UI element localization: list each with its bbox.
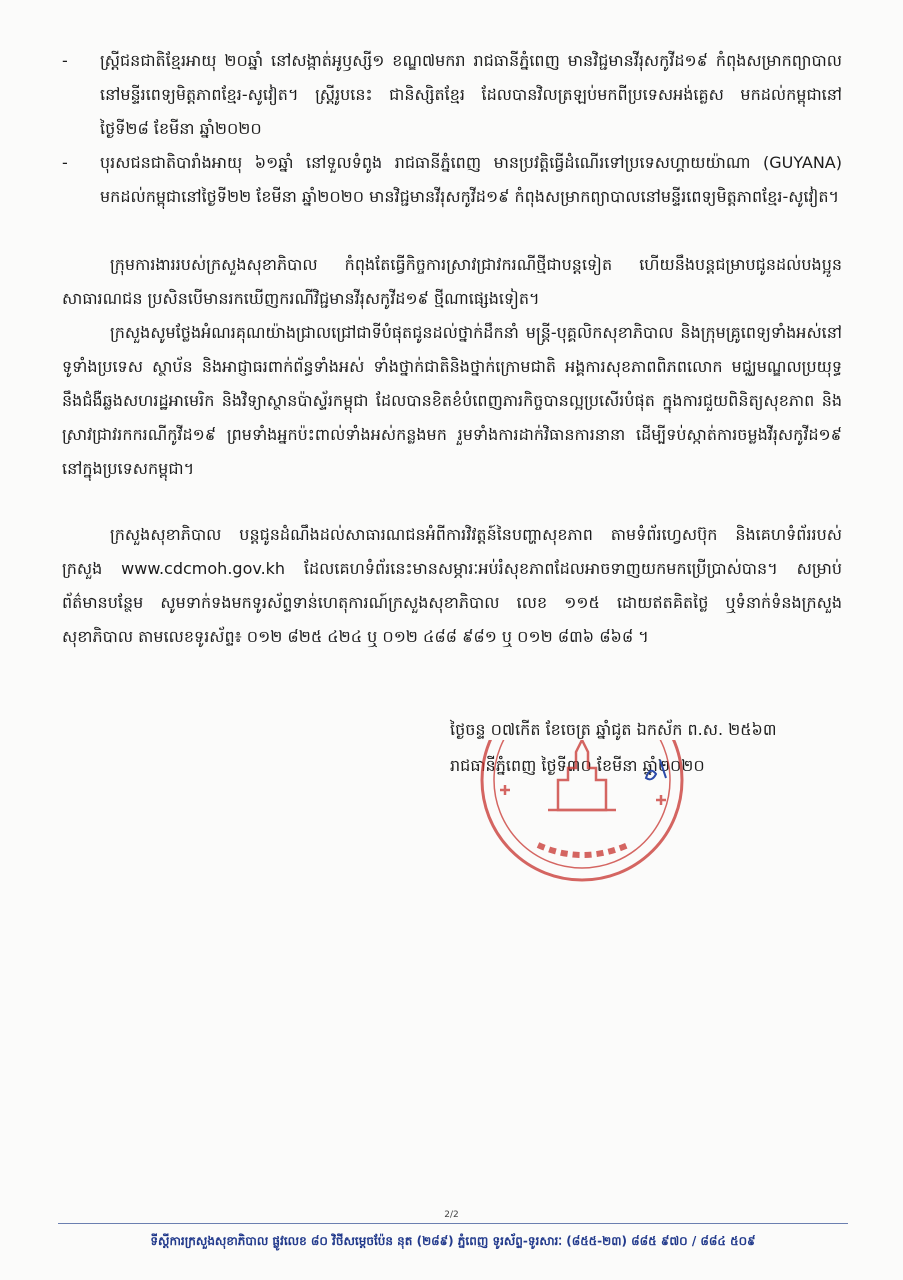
paragraph-contact: ក្រសួងសុខាភិបាល បន្តជូនដំណឹងដល់សាធារណជនអំពីការវិវត្តន៍នៃបញ្ហាសុខភាព តាមទំព័រហ្វេសប៊ុក និងគេហទំព័ររបស់ក្រសួង www.cdcmoh.gov.kh ដែលគេហទំព័រនេះមានសម្ភារៈអប់រំសុខភាពដែលអាចទាញយកមកប្រើប្រាស់បាន។ សម្រាប់ព័ត៌មានបន្ថែម សូមទាក់ទងមកទូរស័ព្ទទាន់ហេតុការណ៍ក្រសួងសុខាភិបាល លេខ ១១៥ ដោយឥតគិតថ្លៃ ឬទំនាក់ទំនងក្រសួងសុខាភិបាល តាមលេខទូរស័ព្ទ៖ ០១២ ៨២៥ ៤២៤ ឬ ០១២ ៤៨៨ ៩៨១ ឬ ០១២ ៨៣៦ ៨៦៨ ។ bbox=[62, 525, 842, 646]
footer-address: ទីស្តីការក្រសួងសុខាភិបាល ផ្លូវលេខ ៨០ វិថីសម្តេចប៉ែន នុត (២៨៩) ភ្នំពេញ ទូរស័ព្ទ-ទូរសារៈ (៨៥៥-២៣) ៨៨៥ ៩៧០ / ៨៨៤ ៥០៩ bbox=[150, 1234, 756, 1248]
case-text: ស្ត្រីជនជាតិខ្មែរអាយុ ២០ឆ្នាំ នៅសង្កាត់អូឫស្សី១ ខណ្ឌ៧មករា រាជធានីភ្នំពេញ មានវិជ្ជមានវីរុសកូវីដ១៩ កំពុងសម្រាកព្យាបាលនៅមន្ទីរពេទ្យមិត្តភាពខ្មែរ-សូវៀត។ ស្ត្រីរូបនេះ ជានិស្សិតខ្មែរ ដែលបានវិលត្រឡប់មកពីប្រទេសអង់គ្លេស មកដល់កម្ពុជានៅថ្ងៃទី២៨ ខែមីនា ឆ្នាំ២០២០ bbox=[100, 51, 842, 138]
bullet-dash: - bbox=[62, 153, 68, 172]
lunar-date-line: ថ្ងៃចន្ទ ០៧កើត ខែចេត្រ ឆ្នាំជូត ឯកស័ក ព.ស. ២៥៦៣ bbox=[450, 720, 777, 739]
paragraph-thanks: ក្រសួងសូមថ្លែងអំណរគុណយ៉ាងជ្រាលជ្រៅជាទីបំផុតជូនដល់ថ្នាក់ដឹកនាំ មន្ត្រី-បុគ្គលិកសុខាភិបាល និងក្រុមគ្រូពេទ្យទាំងអស់នៅទូទាំងប្រទេស ស្ថាប័ន និងអាជ្ញាធរពាក់ព័ន្ធទាំងអស់ ទាំងថ្នាក់ជាតិនិងថ្នាក់ក្រោមជាតិ អង្គការសុខភាពពិភពលោក មជ្ឈមណ្ឌលប្រយុទ្ធនឹងជំងឺឆ្លងសហរដ្ឋអាមេរិក និងវិទ្យាស្ថានប៉ាស្ទ័រកម្ពុជា ដែលបានខិតខំបំពេញភារកិច្ចបានល្អប្រសើរបំផុត ក្នុងការជួយពិនិត្យសុខភាព និងស្រាវជ្រាវរកករណីកូវីដ១៩ ព្រមទាំងអ្នកប៉ះពាល់ទាំងអស់កន្លងមក រួមទាំងការដាក់វិធានការនានា ដើម្បីទប់ស្កាត់ការចម្លងវីរុសកូវីដ១៩ នៅក្នុងប្រទេសកម្ពុជា។ bbox=[62, 323, 842, 478]
case-text: បុរសជនជាតិបារាំងអាយុ ៦១ឆ្នាំ នៅទួលទំពូង រាជធានីភ្នំពេញ មានប្រវត្តិធ្វើដំណើរទៅប្រទេសហ្គាយយ៉ាណា (GUYANA) មកដល់កម្ពុជានៅថ្ងៃទី២២ ខែមីនា ឆ្នាំ២០២០ មានវិជ្ជមានវីរុសកូវីដ១៩ កំពុងសម្រាកព្យាបាលនៅមន្ទីរពេទ្យមិត្តភាពខ្មែរ-សូវៀត។ bbox=[100, 153, 842, 206]
ministry-seal-icon bbox=[478, 740, 686, 890]
case-list bbox=[62, 44, 842, 214]
city-date-line: រាជធានីភ្នំពេញ ថ្ងៃទី៣០ ខែមីនា ឆ្នាំ២០២០ bbox=[450, 756, 705, 775]
paragraph-investigation: ក្រុមការងាររបស់ក្រសួងសុខាភិបាល កំពុងតែធ្វើកិច្ចការស្រាវជ្រាវករណីថ្មីជាបន្តទៀត ហើយនឹងបន្តជម្រាបជូនដល់បងប្អូនសាធារណជន ប្រសិនបើមានរកឃើញករណីវិជ្ជមានវីរុសកូវីដ១៩ ថ្មីណាផ្សេងទៀត។ bbox=[62, 255, 842, 308]
case-item bbox=[62, 146, 842, 214]
case-item bbox=[62, 44, 842, 146]
footer-divider bbox=[58, 1223, 848, 1224]
bullet-dash: - bbox=[62, 51, 68, 70]
page-number: 2/2 bbox=[444, 1210, 459, 1220]
